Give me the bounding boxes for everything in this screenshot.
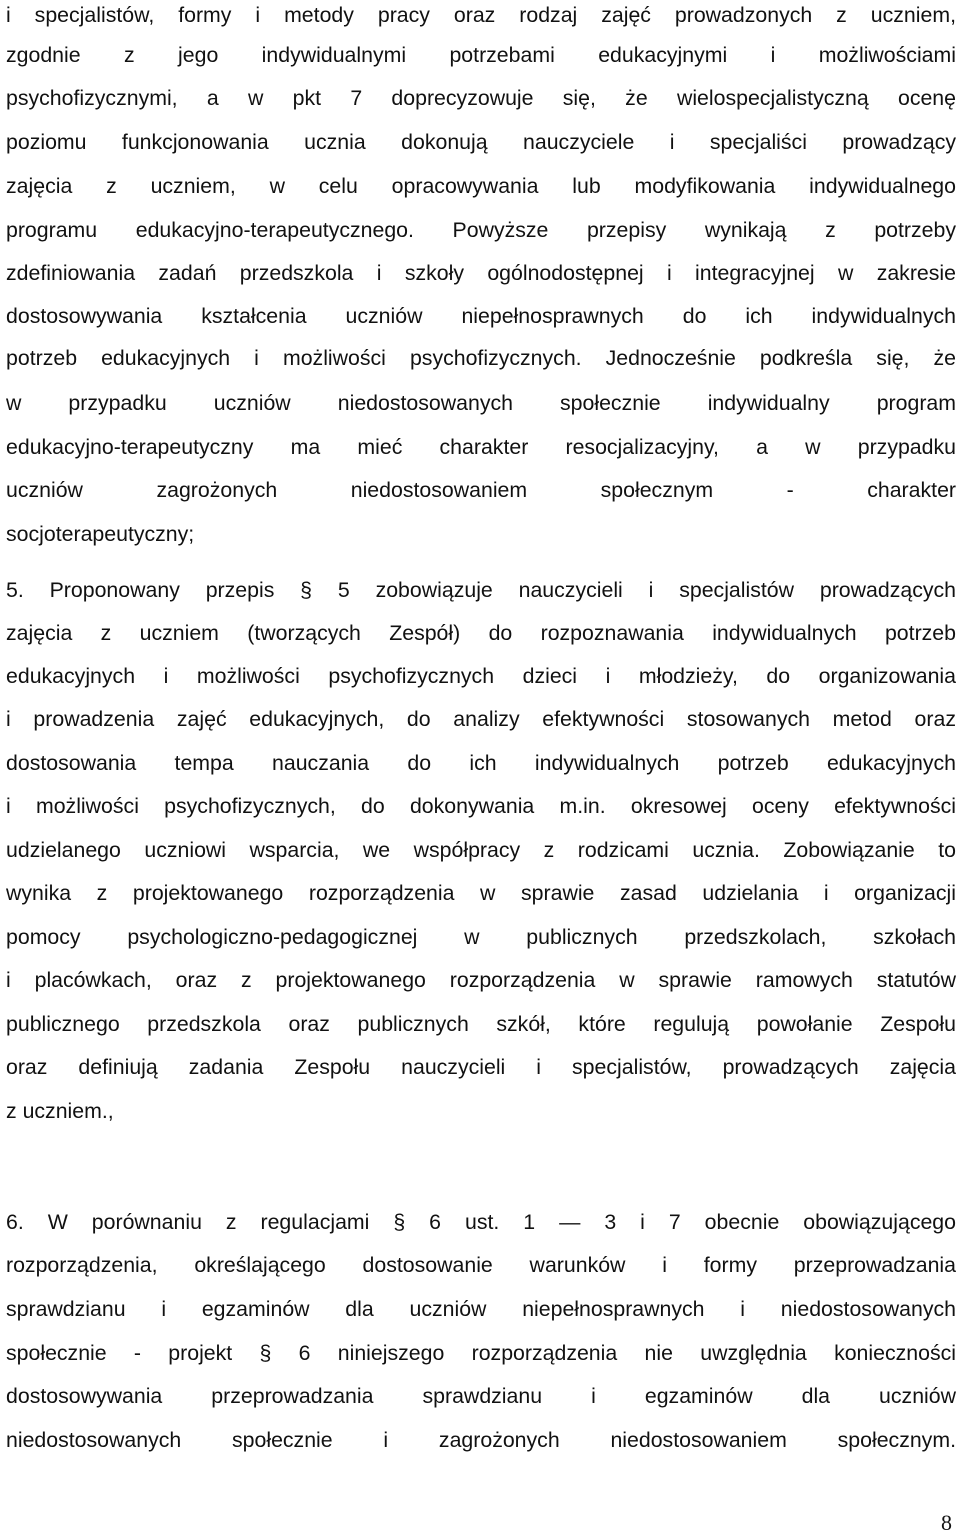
text-line: w przypadku uczniów niedostosowanych społecznie indywidualny program [6, 391, 956, 415]
text-line: zdefiniowania zadań przedszkola i szkoły ogólnodostępnej i integracyjnej w zakresie [6, 261, 956, 285]
text-line: programu edukacyjno-terapeutycznego. Powyższe przepisy wynikają z potrzeby [6, 218, 956, 242]
text-line: i placówkach, oraz z projektowanego rozporządzenia w sprawie ramowych statutów [6, 968, 956, 992]
paragraph-6-line: 6. W porównaniu z regulacjami § 6 ust. 1 — 3 i 7 obecnie obowiązującego [6, 1210, 956, 1234]
text-line: potrzeb edukacyjnych i możliwości psychofizycznych. Jednocześnie podkreśla się, że [6, 346, 956, 370]
text-line: psychofizycznymi, a w pkt 7 doprecyzowuje się, że wielospecjalistyczną ocenę [6, 86, 956, 110]
text-line: zgodnie z jego indywidualnymi potrzebami edukacyjnymi i możliwościami [6, 43, 956, 67]
text-line: i specjalistów, formy i metody pracy oraz rodzaj zajęć prowadzonych z uczniem, [6, 3, 956, 27]
text-line: zajęcia z uczniem, w celu opracowywania lub modyfikowania indywidualnego [6, 174, 956, 198]
text-line: pomocy psychologiczno-pedagogicznej w publicznych przedszkolach, szkołach [6, 925, 956, 949]
text-line: rozporządzenia, określającego dostosowanie warunków i formy przeprowadzania [6, 1253, 956, 1277]
text-line: wynika z projektowanego rozporządzenia w sprawie zasad udzielania i organizacji [6, 881, 956, 905]
page-number: 8 [941, 1510, 952, 1535]
text-line: publicznego przedszkola oraz publicznych szkół, które regulują powołanie Zespołu [6, 1012, 956, 1036]
paragraph-5-line: 5. Proponowany przepis § 5 zobowiązuje nauczycieli i specjalistów prowadzących [6, 578, 956, 602]
text-line: poziomu funkcjonowania ucznia dokonują nauczyciele i specjaliści prowadzący [6, 130, 956, 154]
text-line: uczniów zagrożonych niedostosowaniem społecznym - charakter [6, 478, 956, 502]
text-line: i możliwości psychofizycznych, do dokonywania m.in. okresowej oceny efektywności [6, 794, 956, 818]
text-line: udzielanego uczniowi wsparcia, we współpracy z rodzicami ucznia. Zobowiązanie to [6, 838, 956, 862]
text-line: niedostosowanych społecznie i zagrożonych niedostosowaniem społecznym. [6, 1428, 956, 1452]
text-line: i prowadzenia zajęć edukacyjnych, do analizy efektywności stosowanych metod oraz [6, 707, 956, 731]
text-line: sprawdzianu i egzaminów dla uczniów niepełnosprawnych i niedostosowanych [6, 1297, 956, 1321]
text-line: edukacyjno-terapeutyczny ma mieć charakter resocjalizacyjny, a w przypadku [6, 435, 956, 459]
text-line: z uczniem., [6, 1099, 114, 1123]
text-line: społecznie - projekt § 6 niniejszego rozporządzenia nie uwzględnia konieczności [6, 1341, 956, 1365]
text-line: dostosowywania kształcenia uczniów niepełnosprawnych do ich indywidualnych [6, 304, 956, 328]
text-line: dostosowywania przeprowadzania sprawdzianu i egzaminów dla uczniów [6, 1384, 956, 1408]
text-line: zajęcia z uczniem (tworzących Zespół) do rozpoznawania indywidualnych potrzeb [6, 621, 956, 645]
text-line: dostosowania tempa nauczania do ich indywidualnych potrzeb edukacyjnych [6, 751, 956, 775]
text-line: edukacyjnych i możliwości psychofizycznych dzieci i młodzieży, do organizowania [6, 664, 956, 688]
text-line: oraz definiują zadania Zespołu nauczycieli i specjalistów, prowadzących zajęcia [6, 1055, 956, 1079]
text-line: socjoterapeutyczny; [6, 522, 195, 546]
